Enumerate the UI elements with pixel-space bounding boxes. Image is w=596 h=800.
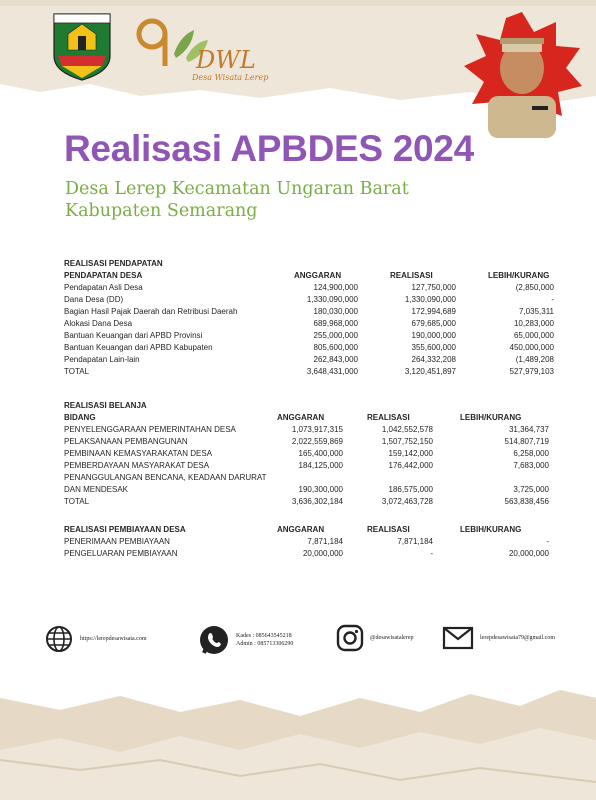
svg-text:DWL: DWL bbox=[196, 46, 256, 74]
pendapatan-row-value: 190,000,000 bbox=[411, 331, 456, 340]
kabupaten-semarang-logo bbox=[50, 10, 114, 82]
pendapatan-row-value: 355,600,000 bbox=[411, 343, 456, 352]
subtitle-line-2: Kabupaten Semarang bbox=[65, 201, 258, 221]
belanja-row-value: 1,073,917,315 bbox=[291, 425, 343, 434]
belanja-row-label: DAN MENDESAK bbox=[64, 485, 129, 494]
pendapatan-row-value: 1,330,090,000 bbox=[306, 295, 358, 304]
pendapatan-row-label: Pendapatan Asli Desa bbox=[64, 283, 143, 292]
email-text: lerepdesawisata79@gmail.com bbox=[480, 635, 555, 641]
belanja-row-label: TOTAL bbox=[64, 497, 90, 506]
belanja-row bbox=[64, 448, 560, 460]
pembiayaan-row bbox=[64, 536, 560, 548]
pendapatan-row bbox=[64, 354, 560, 366]
pendapatan-row bbox=[64, 318, 560, 330]
pendapatan-row-value: 255,000,000 bbox=[313, 331, 358, 340]
belanja-row bbox=[64, 424, 560, 436]
pendapatan-rows bbox=[64, 282, 560, 378]
pembiayaan-row-value: 7,871,184 bbox=[307, 537, 343, 546]
instagram-icon bbox=[336, 624, 364, 652]
phone-line-1: Kades : 085643545218 bbox=[236, 633, 292, 639]
pendapatan-row-value: 1,330,090,000 bbox=[404, 295, 456, 304]
belanja-rows bbox=[64, 424, 560, 508]
belanja-row-value: 159,142,000 bbox=[388, 449, 433, 458]
belanja-row-label: PEMBERDAYAAN MASYARAKAT DESA bbox=[64, 461, 210, 470]
page-subtitle bbox=[65, 178, 409, 222]
pendapatan-row-value: 3,120,451,897 bbox=[404, 367, 456, 376]
pendapatan-section-title: REALISASI PENDAPATAN bbox=[64, 259, 163, 268]
belanja-row-value: 2,022,559,869 bbox=[291, 437, 343, 446]
pendapatan-row-value: 805,600,000 bbox=[313, 343, 358, 352]
belanja-col-lebih: LEBIH/KURANG bbox=[460, 413, 522, 422]
pendapatan-row-label: Dana Desa (DD) bbox=[64, 295, 124, 304]
village-head-portrait bbox=[458, 10, 586, 138]
instagram-text: @desawisatalerep bbox=[370, 635, 414, 641]
pembiayaan-rows bbox=[64, 536, 560, 560]
belanja-col-realisasi: REALISASI bbox=[367, 413, 410, 422]
pendapatan-row-value: 172,994,689 bbox=[411, 307, 456, 316]
belanja-row-value: 3,725,000 bbox=[513, 485, 549, 494]
belanja-row bbox=[64, 484, 560, 496]
pendapatan-row-value: 127,750,000 bbox=[411, 283, 456, 292]
pembiayaan-section bbox=[64, 524, 560, 560]
belanja-section bbox=[64, 400, 560, 508]
belanja-row-label: PENYELENGGARAAN PEMERINTAHAN DESA bbox=[64, 425, 236, 434]
belanja-row-label: PENANGGULANGAN BENCANA, KEADAAN DARURAT bbox=[64, 473, 267, 482]
belanja-row-value: 563,838,456 bbox=[504, 497, 549, 506]
pendapatan-row-label: Bantuan Keuangan dari APBD Kabupaten bbox=[64, 343, 213, 352]
belanja-section-title: REALISASI BELANJA bbox=[64, 401, 147, 410]
pendapatan-row-value: 3,648,431,000 bbox=[306, 367, 358, 376]
pembiayaan-col-desc: REALISASI PEMBIAYAAN DESA bbox=[64, 525, 186, 534]
pendapatan-row-label: Pendapatan Lain-lain bbox=[64, 355, 140, 364]
belanja-row-value: 6,258,000 bbox=[513, 449, 549, 458]
belanja-col-bidang: BIDANG bbox=[64, 413, 96, 422]
desa-wisata-lerep-subtitle: Desa Wisata Lerep bbox=[192, 73, 269, 82]
belanja-row-label: PELAKSANAAN PEMBANGUNAN bbox=[64, 437, 188, 446]
pendapatan-row-value: 450,000,000 bbox=[509, 343, 554, 352]
mail-icon bbox=[442, 626, 474, 650]
footer-phone[interactable] bbox=[198, 624, 293, 656]
belanja-row-value: 165,400,000 bbox=[298, 449, 343, 458]
pendapatan-col-lebih: LEBIH/KURANG bbox=[488, 271, 550, 280]
phone-line-2: Admin : 085713306290 bbox=[236, 641, 294, 647]
pendapatan-row-label: Alokasi Dana Desa bbox=[64, 319, 133, 328]
pendapatan-row-value: 679,685,000 bbox=[411, 319, 456, 328]
belanja-row-value: 514,807,719 bbox=[504, 437, 549, 446]
pembiayaan-row-value: 7,871,184 bbox=[397, 537, 433, 546]
belanja-col-anggaran: ANGGARAN bbox=[277, 413, 325, 422]
pembiayaan-row-value: - bbox=[546, 537, 549, 546]
pendapatan-row-value: (1,489,208 bbox=[515, 355, 554, 364]
pendapatan-row bbox=[64, 282, 560, 294]
belanja-header-row bbox=[64, 412, 560, 424]
pendapatan-col-realisasi: REALISASI bbox=[390, 271, 433, 280]
pendapatan-row-value: 689,968,000 bbox=[313, 319, 358, 328]
pendapatan-row-value: 527,979,103 bbox=[509, 367, 554, 376]
website-text: https://lerepdesawisata.com bbox=[80, 636, 147, 642]
pendapatan-row-label: Bagian Hasil Pajak Daerah dan Retribusi Daerah bbox=[64, 307, 238, 316]
pendapatan-row-value: 7,035,311 bbox=[519, 307, 554, 316]
footer-website[interactable] bbox=[44, 624, 146, 654]
pendapatan-row-value: - bbox=[551, 295, 554, 304]
pembiayaan-row-value: - bbox=[430, 549, 433, 558]
belanja-row-value: 31,364,737 bbox=[508, 425, 549, 434]
belanja-row-label: PEMBINAAN KEMASYARAKATAN DESA bbox=[64, 449, 213, 458]
whatsapp-icon bbox=[198, 624, 230, 656]
pendapatan-row-value: 180,030,000 bbox=[313, 307, 358, 316]
pendapatan-col-desc: PENDAPATAN DESA bbox=[64, 271, 143, 280]
pendapatan-header-row bbox=[64, 270, 560, 282]
footer-email[interactable] bbox=[442, 626, 555, 650]
belanja-row-value: 190,300,000 bbox=[298, 485, 343, 494]
pendapatan-row-value: (2,850,000 bbox=[515, 283, 554, 292]
footer-contacts bbox=[0, 620, 596, 660]
belanja-row bbox=[64, 460, 560, 472]
pendapatan-row bbox=[64, 342, 560, 354]
page-title: Realisasi APBDES 2024 bbox=[64, 128, 474, 169]
pendapatan-row bbox=[64, 306, 560, 318]
belanja-row-value: 186,575,000 bbox=[388, 485, 433, 494]
pendapatan-row-value: 10,283,000 bbox=[513, 319, 554, 328]
belanja-row-value: 1,507,752,150 bbox=[381, 437, 433, 446]
pembiayaan-row-value: 20,000,000 bbox=[508, 549, 549, 558]
pembiayaan-col-realisasi: REALISASI bbox=[367, 525, 410, 534]
belanja-row-value: 3,636,302,184 bbox=[291, 497, 343, 506]
pendapatan-row bbox=[64, 366, 560, 378]
pembiayaan-col-anggaran: ANGGARAN bbox=[277, 525, 325, 534]
belanja-row-value: 184,125,000 bbox=[298, 461, 343, 470]
pembiayaan-row bbox=[64, 548, 560, 560]
pendapatan-row-label: TOTAL bbox=[64, 367, 90, 376]
footer-instagram[interactable] bbox=[336, 624, 414, 652]
pembiayaan-row-label: PENERIMAAN PEMBIAYAAN bbox=[64, 537, 170, 546]
belanja-row bbox=[64, 496, 560, 508]
phone-text bbox=[236, 632, 293, 648]
pendapatan-row-label: Bantuan Keuangan dari APBD Provinsi bbox=[64, 331, 203, 340]
subtitle-line-1: Desa Lerep Kecamatan Ungaran Barat bbox=[65, 179, 409, 199]
pendapatan-section bbox=[64, 258, 560, 378]
pembiayaan-col-lebih: LEBIH/KURANG bbox=[460, 525, 522, 534]
pendapatan-row-value: 264,332,208 bbox=[411, 355, 456, 364]
pendapatan-col-anggaran: ANGGARAN bbox=[294, 271, 342, 280]
pembiayaan-row-value: 20,000,000 bbox=[302, 549, 343, 558]
pendapatan-row-value: 65,000,000 bbox=[513, 331, 554, 340]
pembiayaan-row-label: PENGELUARAN PEMBIAYAAN bbox=[64, 549, 178, 558]
pendapatan-row bbox=[64, 330, 560, 342]
pendapatan-row-value: 124,900,000 bbox=[313, 283, 358, 292]
pendapatan-row bbox=[64, 294, 560, 306]
belanja-row-value: 176,442,000 bbox=[388, 461, 433, 470]
belanja-row bbox=[64, 472, 560, 484]
belanja-row-value: 3,072,463,728 bbox=[381, 497, 433, 506]
belanja-row bbox=[64, 436, 560, 448]
globe-icon bbox=[44, 624, 74, 654]
belanja-row-value: 1,042,552,578 bbox=[381, 425, 433, 434]
pendapatan-row-value: 262,843,000 bbox=[313, 355, 358, 364]
belanja-row-value: 7,683,000 bbox=[513, 461, 549, 470]
pembiayaan-header-row bbox=[64, 524, 560, 536]
